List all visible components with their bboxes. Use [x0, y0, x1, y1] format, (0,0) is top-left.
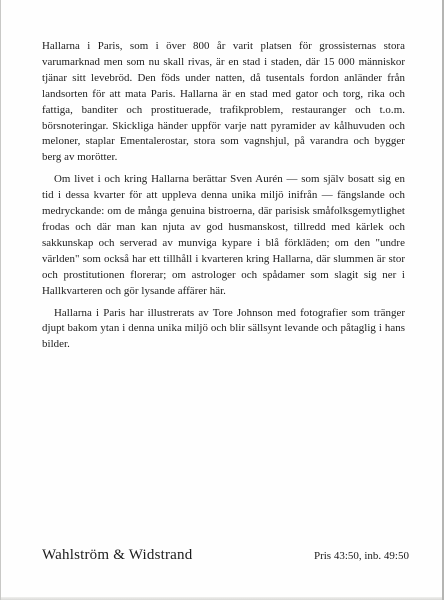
blurb-text [42, 39, 405, 359]
publisher-name: Wahlström & Widstrand [42, 547, 193, 563]
paragraph-intro: Hallarna i Paris, som i över 800 år varit platsen för grossisternas stora varumarknad men som nu skall rivas, är en stad i staden, där 15 000 människor tjänar sitt levebröd. Den föds under natten, då tusentals fordon anländer från landsorten för att mata Paris. Hallarna är en stad med gator och torg, rika och fattiga, banditer och prostituerade, trafikproblem, restauranger och t.o.m. börsnoteringar. Skickliga händer uppför varje natt pyramider av kålhuvuden och meloner, staplar Ementalerostar, stora som vagnshjul, på varandra och bygger berg av morötter. [42, 40, 405, 164]
cover-footer [42, 547, 409, 564]
price-label: Pris 43:50, inb. 49:50 [313, 550, 409, 562]
paragraph-author: Om livet i och kring Hallarna berättar Sven Aurén — som själv bosatt sig en tid i dessa kvarter för att uppleva denna unika miljö inifrån — fängslande och medryckande: om de många genuina bistroerna, där parisisk småfolksgemytlighet frodas och där man kan njuta av god husmanskost, tillredd med kärlek och sakkunskap och serverad av munviga kypare i blå förkläden; om den "undre världen" som också har ett tillhåll i kvarteren kring Hallarna, där slummen är stor och prostitutionen florerar; om astrologer och spådamer som slagit sig ner i Hallkvarteren och gör lysande affärer här. [42, 173, 405, 297]
paragraph-illustrations: Hallarna i Paris har illustrerats av Tore Johnson med fotografier som tränger djupt bakom ytan i denna unika miljö och blir sällsynt levande och påtaglig i hans bilder. [42, 306, 405, 351]
